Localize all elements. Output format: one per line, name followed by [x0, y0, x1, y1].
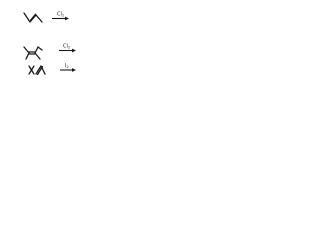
- reagent-symbol-3: I: [65, 63, 67, 69]
- reagent-subscript-3: 2: [66, 65, 69, 70]
- reagent-label-2: [63, 44, 70, 50]
- alkene-structure-2: [24, 47, 42, 59]
- reagent-label-1: [57, 12, 64, 18]
- reaction-scheme: [0, 0, 200, 86]
- reaction-3: [29, 63, 76, 75]
- reagent-subscript-1: 2: [61, 13, 65, 18]
- reagent-subscript-2: 2: [67, 45, 71, 50]
- reaction-2: [24, 44, 76, 60]
- reagent-label-3: [65, 63, 69, 69]
- alkene-structure-3: [29, 66, 45, 75]
- reagent-symbol-2: Cl: [63, 43, 68, 50]
- reaction-1: [24, 12, 69, 23]
- alkene-structure-1: [24, 13, 42, 22]
- reagent-symbol-1: Cl: [57, 11, 62, 18]
